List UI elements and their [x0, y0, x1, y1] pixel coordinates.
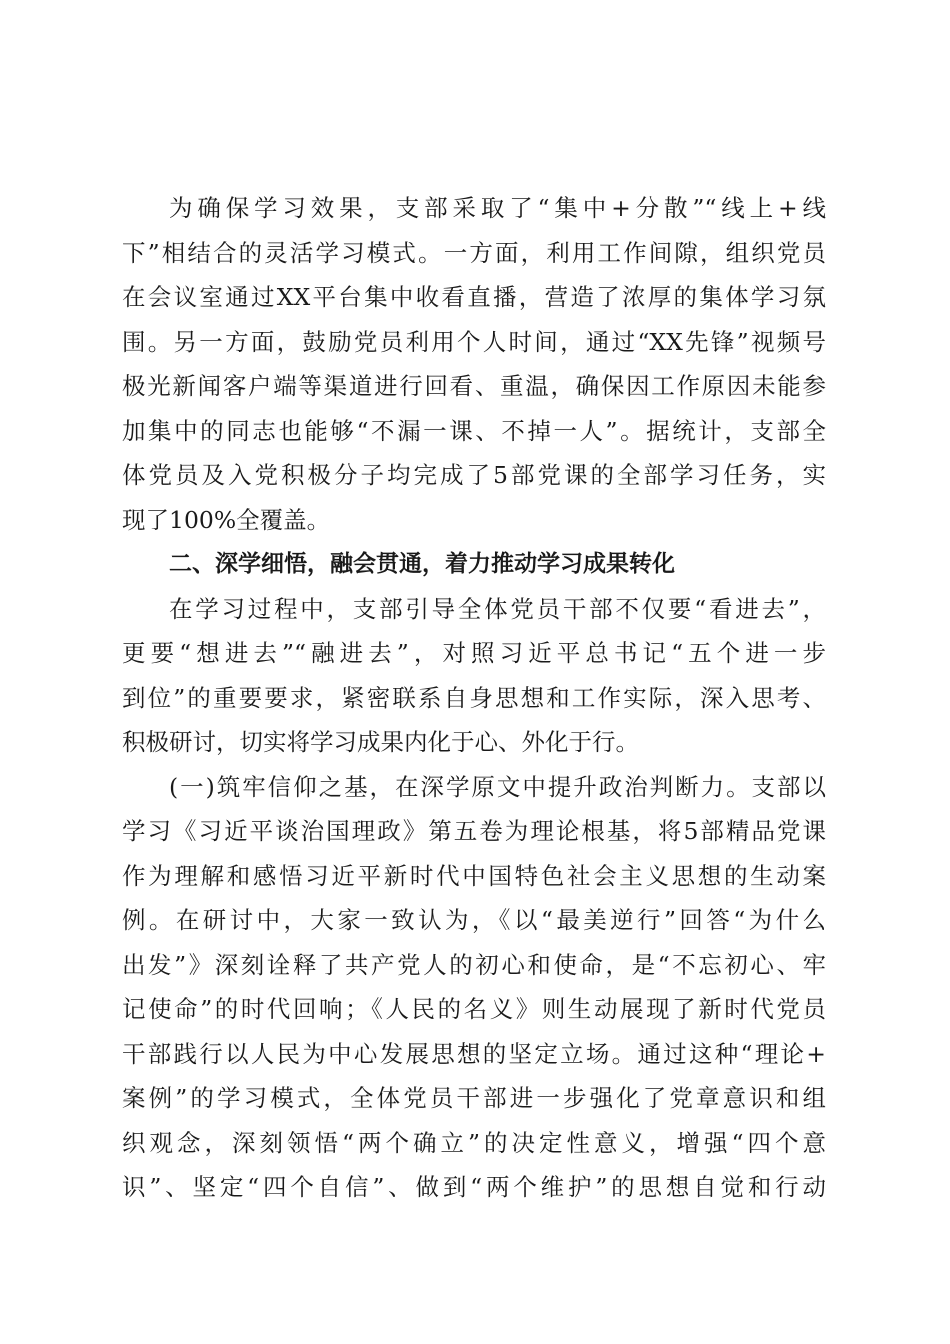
- text-line: 加集中的同志也能够“不漏一课、不掉一人”。据统计，支部全: [122, 416, 826, 445]
- text-line: 记使命”的时代回响；《人民的名义》则生动展现了新时代党员: [122, 995, 826, 1023]
- text-line: 出发”》深刻诠释了共产党人的初心和使命，是“不忘初心、牢: [122, 950, 826, 979]
- text-line: 学习《习近平谈治国理政》第五卷为理论根基，将5部精品党课: [122, 817, 826, 845]
- text-line: 体党员及入党积极分子均完成了5部党课的全部学习任务，实: [122, 461, 826, 489]
- text-line: 积极研讨，切实将学习成果内化于心、外化于行。: [122, 728, 639, 756]
- text-line: 在学习过程中，支部引导全体党员干部不仅要“看进去”，: [169, 594, 826, 623]
- text-line: 下”相结合的灵活学习模式。一方面，利用工作间隙，组织党员: [122, 238, 826, 267]
- text-line: (一)筑牢信仰之基，在深学原文中提升政治判断力。支部以: [169, 772, 826, 801]
- text-line: 极光新闻客户端等渠道进行回看、重温，确保因工作原因未能参: [122, 372, 826, 400]
- section-heading: 二、深学细悟，融会贯通，着力推动学习成果转化: [169, 551, 675, 577]
- text-line: 作为理解和感悟习近平新时代中国特色社会主义思想的生动案: [122, 861, 826, 890]
- text-line: 织观念，深刻领悟“两个确立”的决定性意义，增强“四个意: [122, 1128, 826, 1157]
- text-line: 到位”的重要要求，紧密联系自身思想和工作实际，深入思考、: [122, 683, 826, 712]
- document-body: [122, 186, 826, 1210]
- text-line: 在会议室通过XX平台集中收看直播，营造了浓厚的集体学习氛: [122, 283, 826, 311]
- text-line: 更要“想进去”“融进去”，对照习近平总书记“五个进一步: [122, 639, 826, 667]
- text-line: 现了100%全覆盖。: [122, 505, 331, 534]
- text-line: 为确保学习效果，支部采取了“集中+分散”“线上+线: [169, 194, 826, 222]
- text-line: 例。在研讨中，大家一致认为，《以“最美逆行”回答“为什么: [122, 906, 826, 934]
- text-line: 识”、坚定“四个自信”、做到“两个维护”的思想自觉和行动: [122, 1173, 826, 1201]
- text-line: 围。另一方面，鼓励党员利用个人时间，通过“XX先锋”视频号: [122, 327, 826, 356]
- text-line: 干部践行以人民为中心发展思想的坚定立场。通过这种“理论+: [122, 1039, 826, 1068]
- text-line: 案例”的学习模式，全体党员干部进一步强化了党章意识和组: [122, 1084, 826, 1112]
